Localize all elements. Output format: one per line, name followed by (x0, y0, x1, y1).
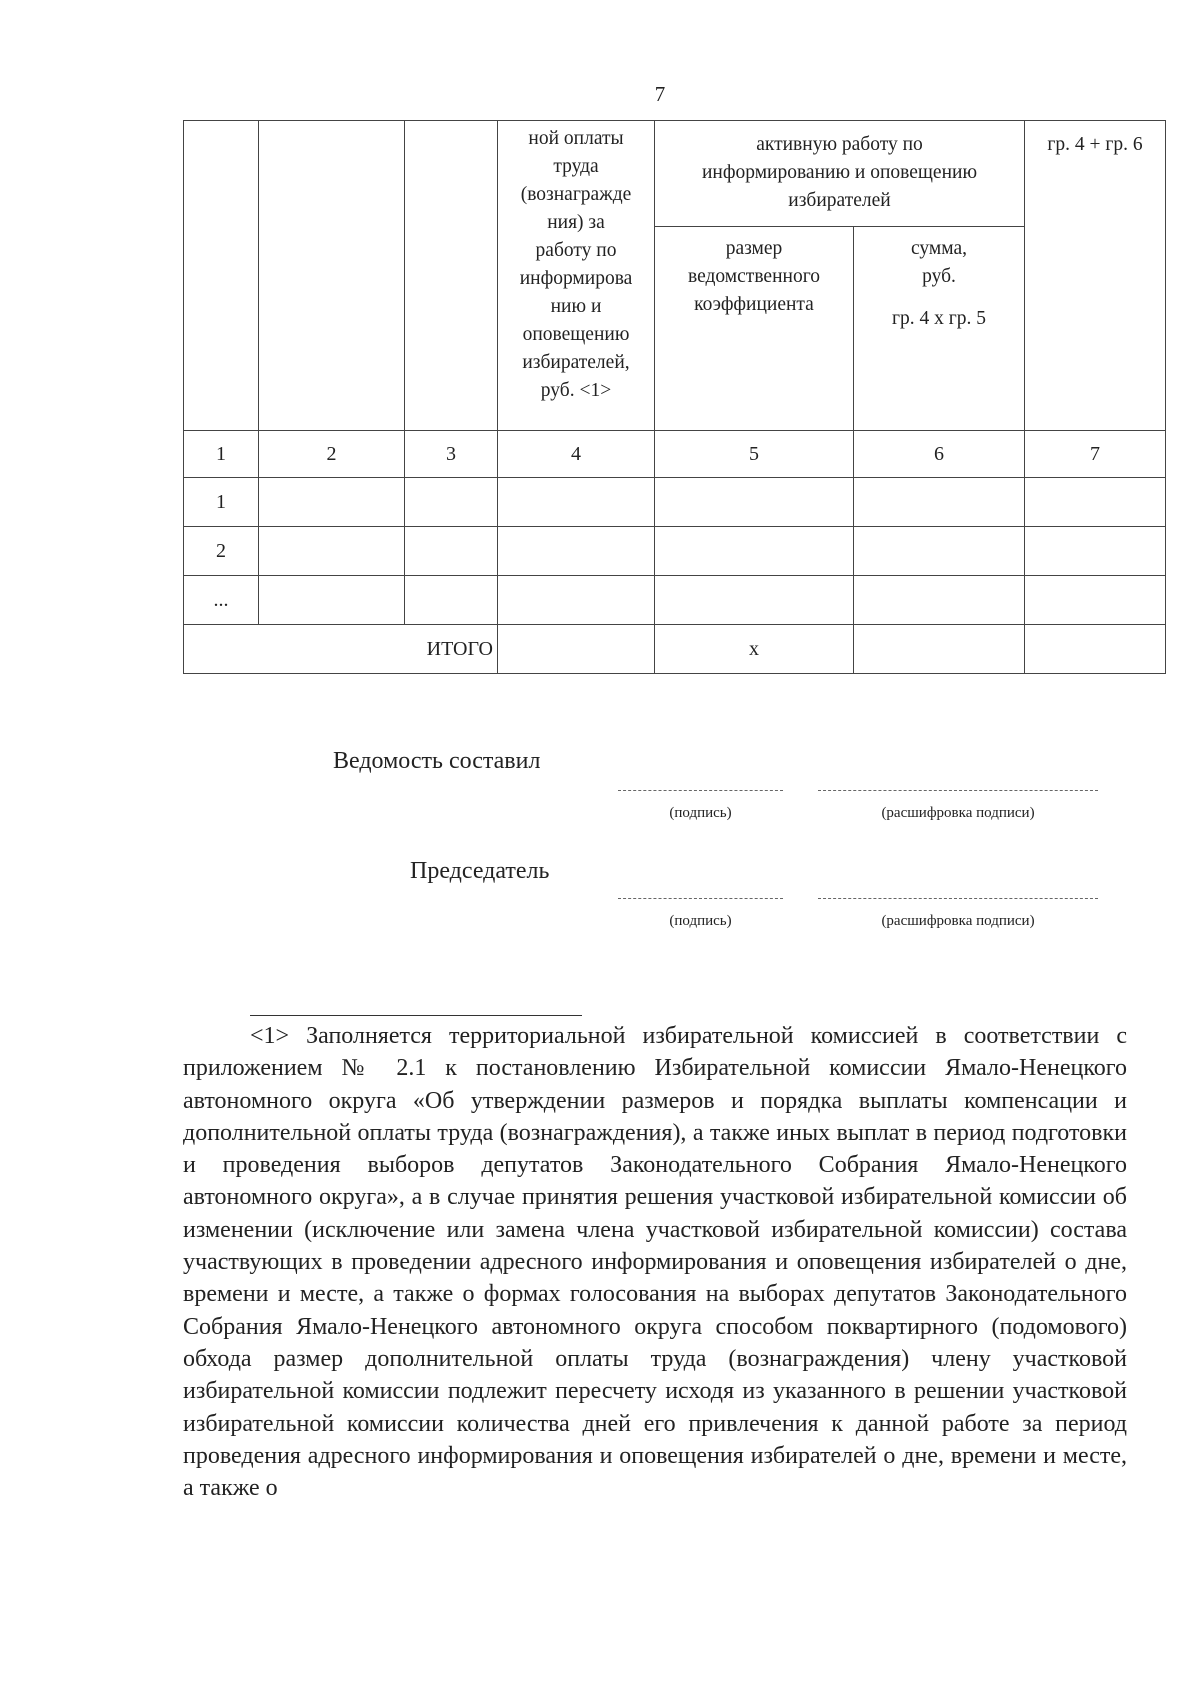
col6-formula: гр. 4 х гр. 5 (892, 308, 986, 329)
col5-header-line: размер (725, 238, 783, 259)
column-number: 4 (498, 431, 655, 478)
table-cell (854, 576, 1025, 625)
header-cell-col5 (655, 227, 854, 431)
signature-decoding-line (818, 898, 1098, 899)
col4-header-line: нию и (550, 296, 602, 317)
col5-header-line: коэффициента (694, 294, 814, 315)
header-cell-col3 (405, 121, 498, 431)
group-header-line: избирателей (788, 190, 891, 211)
column-number: 2 (259, 431, 405, 478)
table-cell (498, 625, 655, 674)
table-cell (655, 527, 854, 576)
col4-header-line: избирателей, (522, 352, 630, 373)
row-number: 1 (184, 478, 259, 527)
table-cell (498, 478, 655, 527)
chairman-label: Председатель (410, 858, 550, 884)
table-cell (655, 576, 854, 625)
group-header-line: информированию и оповещению (702, 162, 978, 183)
col4-header-line: руб. <1> (540, 380, 612, 401)
col4-header-line: информирова (519, 268, 633, 289)
table-cell (854, 527, 1025, 576)
signature-caption: (подпись) (669, 913, 732, 929)
footnote-separator (250, 1015, 582, 1016)
table-cell (1025, 478, 1166, 527)
column-number: 6 (854, 431, 1025, 478)
row-number: ... (184, 576, 259, 625)
page-number: 7 (654, 82, 666, 106)
signature-line (618, 790, 783, 791)
signature-decoding-line (818, 790, 1098, 791)
column-number: 5 (655, 431, 854, 478)
table-cell (405, 478, 498, 527)
total-col5: х (655, 625, 854, 674)
table-cell (1025, 527, 1166, 576)
payroll-table (183, 120, 1166, 674)
total-row (184, 625, 1166, 674)
header-cell-col4 (498, 121, 655, 431)
col4-header-line: работу по (535, 240, 617, 261)
row-number: 2 (184, 527, 259, 576)
footnote-text: <1> Заполняется территориальной избирательной комиссией в соответствии с приложением № 2.1 к постановлению Избирательной комиссии Ямало-Ненецкого автономного округа «Об утверждении размеров и порядка выплаты компенсации и дополнительной оплаты труда (вознаграждения), а также иных выплат в период подготовки и проведения выборов депутатов Законодательного Собрания Ямало-Ненецкого автономного округа», а в случае принятия решения участковой избирательной комиссии об изменении (исключение или замена члена участковой избирательной комиссии) состава участвующих в проведении адресного информирования и оповещения избирателей о дне, времени и месте, а также о формах голосования на выборах депутатов Законодательного Собрания Ямало-Ненецкого автономного округа способом поквартирного (подомового) обхода размер дополнительной оплаты труда (вознаграждения) члену участковой избирательной комиссии подлежит пересчету исходя из указанного в решении участковой избирательной комиссии количества дней его привлечения к данной работе за период проведения адресного информирования и оповещения избирателей о дне, времени и месте, а также о (183, 1023, 1127, 1502)
col4-header-line: оповещению (522, 324, 630, 345)
table-cell (854, 625, 1025, 674)
table-cell (259, 478, 405, 527)
col6-header-line: руб. (922, 266, 956, 287)
signature-line (618, 898, 783, 899)
signature-caption: (подпись) (669, 805, 732, 821)
header-cell-col5-6-group (655, 121, 1025, 227)
table-cell (854, 478, 1025, 527)
column-number: 7 (1025, 431, 1166, 478)
signature-decoding-caption: (расшифровка подписи) (881, 913, 1035, 929)
header-row-top (184, 121, 1166, 227)
table-row (184, 478, 1166, 527)
table-cell (259, 527, 405, 576)
table-cell (498, 576, 655, 625)
table-cell (498, 527, 655, 576)
table-cell (655, 478, 854, 527)
table-row (184, 576, 1166, 625)
column-number: 3 (405, 431, 498, 478)
header-cell-col6 (854, 227, 1025, 431)
table-cell (1025, 576, 1166, 625)
table-cell (405, 576, 498, 625)
column-number-row (184, 431, 1166, 478)
table-row (184, 527, 1166, 576)
table-cell (259, 576, 405, 625)
column-number: 1 (184, 431, 259, 478)
table-cell (1025, 625, 1166, 674)
col6-header-line: сумма, (911, 238, 967, 259)
table-cell (405, 527, 498, 576)
header-cell-col7 (1025, 121, 1166, 431)
header-cell-col1 (184, 121, 259, 431)
signature-decoding-caption: (расшифровка подписи) (881, 805, 1035, 821)
col5-header-line: ведомственного (688, 266, 820, 287)
compiled-by-label: Ведомость составил (333, 748, 541, 774)
col4-header-line: труда (553, 156, 599, 177)
col4-header-line: ной оплаты (528, 128, 624, 149)
col4-header-line: (вознагражде (520, 184, 632, 205)
col4-header-line: ния) за (547, 212, 605, 233)
total-label: ИТОГО (184, 625, 498, 674)
group-header-line: активную работу по (756, 134, 923, 155)
col7-header: гр. 4 + гр. 6 (1047, 134, 1143, 155)
header-cell-col2 (259, 121, 405, 431)
